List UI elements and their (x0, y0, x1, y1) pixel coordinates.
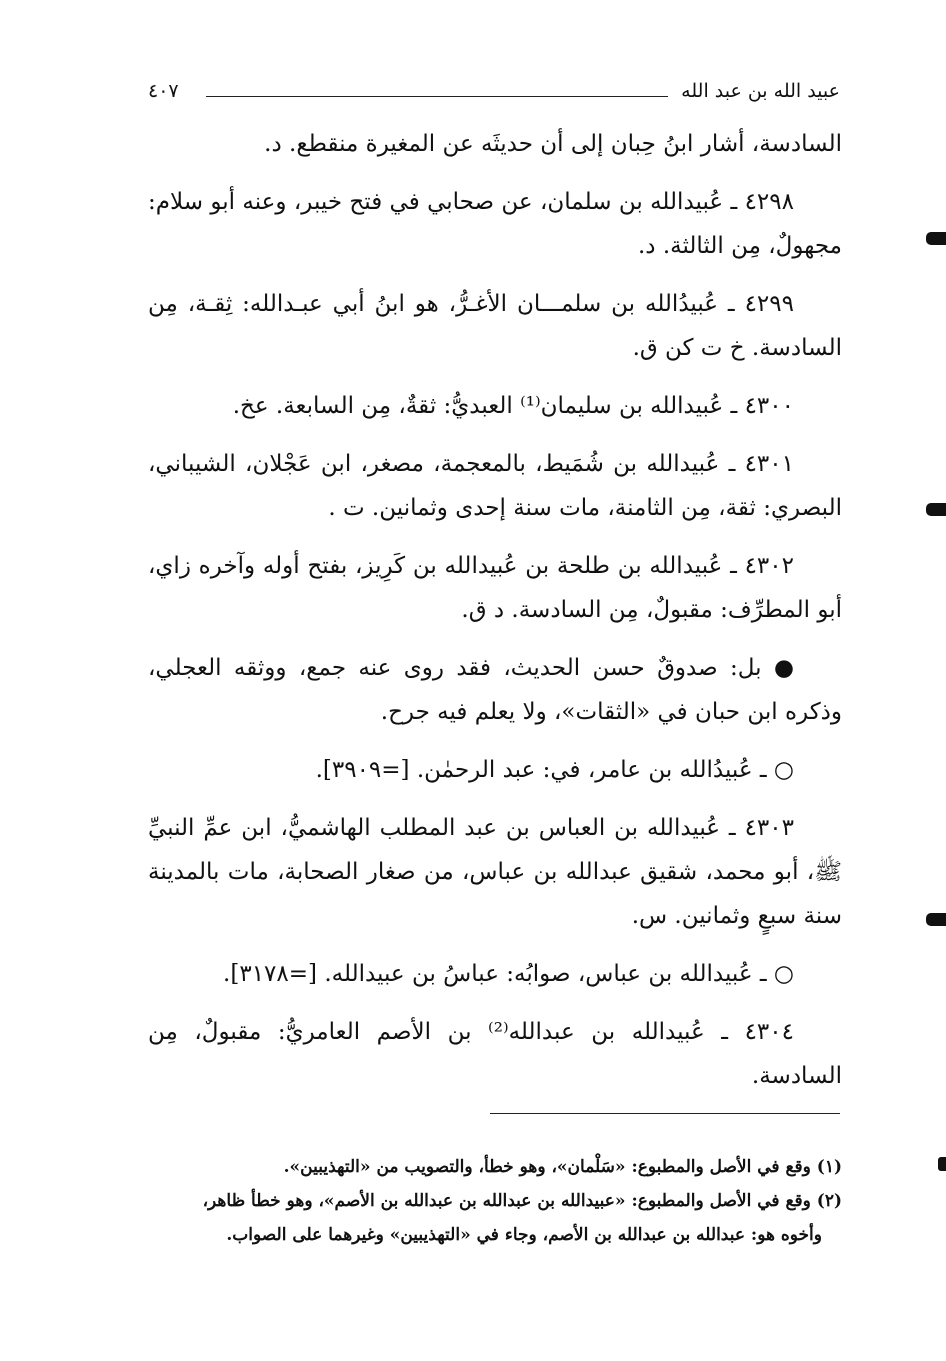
footnote-2-continuation: وأخوه هو: عبدالله بن عبدالله بن الأصم، وجاء في «التهذيبين» وغيرهما على الصواب. (226, 1225, 822, 1245)
running-title: عبيد الله بن عبد الله (681, 80, 840, 102)
entry-4300: ٤٣٠٠ ـ عُبيدالله بن سليمان⁽¹⁾ العبديُّ: ثقةٌ، مِن السابعة. عخ. (232, 393, 794, 419)
entry-4298: ٤٢٩٨ ـ عُبيدالله بن سلمان، عن صحابي في فتح خيبر، وعنه أبو سلام: مجهولٌ، مِن الثالثة. د. (148, 189, 842, 259)
entry-4301: ٤٣٠١ ـ عُبيدالله بن شُمَيط، بالمعجمة، مصغر، ابن عَجْلان، الشيباني، البصري: ثقة، مِن الثامنة، مات سنة إحدى وثمانين. ت . (148, 451, 842, 521)
footnote-2: (٢) وقع في الأصل والمطبوع: «عبيدالله بن عبدالله بن عبدالله بن الأصم»، وهو خطأ ظاهر، (202, 1191, 842, 1211)
entry-continuation: السادسة، أشار ابنُ حِبان إلى أن حديثَه عن المغيرة منقطع. د. (264, 131, 842, 157)
main-text (148, 122, 842, 1112)
entry-4299: ٤٢٩٩ ـ عُبيدُالله بن سلمـــان الأغـرُّ، هو ابنُ أبي عبـدالله: ثِقـة، مِن السادسة. خ ت كن ق. (148, 291, 842, 361)
scan-edge-mark (926, 232, 946, 245)
footnote-1: (١) وقع في الأصل والمطبوع: «سَلْمان»، وهو خطأ، والتصويب من «التهذيبين». (283, 1157, 842, 1177)
scan-edge-mark (926, 503, 946, 516)
scan-edge-mark (938, 1157, 946, 1171)
page-number: ٤٠٧ (148, 80, 179, 102)
editor-note: ● بل: صدوقٌ حسن الحديث، فقد روى عنه جمع، ووثقه العجلي، وذكره ابن حبان في «الثقات»، ولا يعلم فيه جرح. (148, 655, 842, 725)
footnote-rule (490, 1113, 840, 1114)
header-rule (206, 96, 668, 97)
entry-4304: ٤٣٠٤ ـ عُبيدالله بن عبدالله⁽²⁾ بن الأصم العامريُّ: مقبولٌ، مِن السادسة. (148, 1019, 842, 1089)
page-header (148, 80, 840, 110)
cross-reference-abbas: ○ ـ عُبيدالله بن عباس، صوابُه: عباسُ بن عبيدالله. [=٣١٧٨]. (223, 961, 794, 987)
entry-4302: ٤٣٠٢ ـ عُبيدالله بن طلحة بن عُبيدالله بن كَرِيز، بفتح أوله وآخره زاي، أبو المطرِّف: مقبولٌ، مِن السادسة. د ق. (148, 553, 842, 623)
scan-edge-mark (926, 913, 946, 926)
footnotes (148, 1150, 842, 1252)
cross-reference-amir: ○ ـ عُبيدُالله بن عامر، في: عبد الرحمٰن. [=٣٩٠٩]. (315, 757, 794, 783)
entry-4303: ٤٣٠٣ ـ عُبيدالله بن العباس بن عبد المطلب الهاشميُّ، ابن عمِّ النبيِّ ﷺ، أبو محمد، شقيق عبدالله بن عباس، من صغار الصحابة، مات بالمدينة سنة سبعٍ وثمانين. س. (148, 815, 842, 929)
